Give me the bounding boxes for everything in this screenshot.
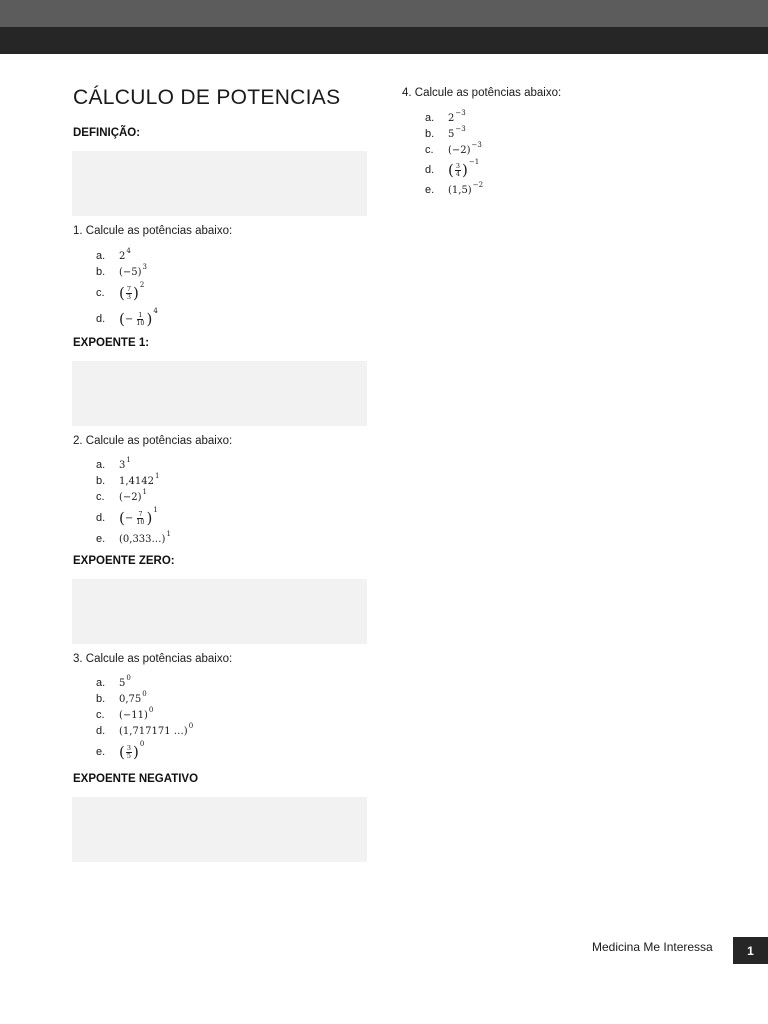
list-item: b. 0,75 $^0$ bbox=[96, 690, 147, 705]
list-item: d. ( − $\frac{7}{10}$ ) $^1$ bbox=[96, 506, 158, 527]
list-item: c. (−2) $^1$ bbox=[96, 488, 148, 503]
question-3-items bbox=[96, 675, 193, 765]
page-number: 1 bbox=[733, 937, 768, 964]
expression: 3 $^1$ bbox=[119, 456, 131, 471]
question-1-prompt: 1. Calcule as potências abaixo: bbox=[73, 225, 233, 237]
section-heading-expoente-zero: EXPOENTE ZERO: bbox=[73, 555, 175, 567]
expression: ( $\frac{7}{3}$ ) $^2$ bbox=[119, 281, 145, 302]
list-item: a. 2 $^4$ bbox=[96, 247, 131, 262]
question-2-prompt: 2. Calcule as potências abaixo: bbox=[73, 435, 233, 447]
list-item: d. ( $\frac{3}{4}$ ) $^{-1}$ bbox=[425, 158, 480, 179]
list-item: e. (0,333…) $^1$ bbox=[96, 530, 171, 545]
expression: (−2) $^1$ bbox=[119, 488, 148, 503]
list-item: c. (−2) $^{-3}$ bbox=[425, 141, 482, 156]
list-item: a. 3 $^1$ bbox=[96, 456, 131, 471]
list-item: a. 2 $^{-3}$ bbox=[425, 109, 466, 124]
section-heading-expoente-1: EXPOENTE 1: bbox=[73, 337, 150, 349]
expression: 2 $^4$ bbox=[119, 247, 131, 262]
expression: 0,75 $^0$ bbox=[119, 690, 147, 705]
list-item: e. (1,5) $^{-2}$ bbox=[425, 181, 484, 196]
footer-brand: Medicina Me Interessa bbox=[592, 940, 713, 954]
expression: 5 $^0$ bbox=[119, 674, 131, 689]
expression: 1,4142 $^1$ bbox=[119, 472, 160, 487]
expression: ( $\frac{3}{4}$ ) $^{-1}$ bbox=[448, 158, 480, 179]
question-2-items bbox=[96, 457, 171, 547]
expression: 2 $^{-3}$ bbox=[448, 109, 466, 124]
expression: (1,5) $^{-2}$ bbox=[448, 181, 484, 196]
list-item: b. 1,4142 $^1$ bbox=[96, 472, 160, 487]
expression: (0,333…) $^1$ bbox=[119, 530, 171, 545]
section-heading-expoente-negativo: EXPOENTE NEGATIVO bbox=[73, 773, 199, 785]
list-item: b. (−5) $^3$ bbox=[96, 263, 148, 278]
question-4-prompt: 4. Calcule as potências abaixo: bbox=[402, 87, 562, 99]
list-item: a. 5 $^0$ bbox=[96, 674, 131, 689]
answer-box-expoente-negativo[interactable] bbox=[72, 797, 367, 862]
list-item: d. (1,717171 …) $^0$ bbox=[96, 722, 194, 737]
expression: ( − $\frac{7}{10}$ ) $^1$ bbox=[119, 506, 158, 527]
answer-box-expoente-1[interactable] bbox=[72, 361, 367, 426]
list-item: b. 5 $^{-3}$ bbox=[425, 125, 466, 140]
header-top-bar bbox=[0, 0, 768, 27]
expression: (−11) $^0$ bbox=[119, 706, 154, 721]
header-dark-bar bbox=[0, 27, 768, 54]
section-heading-definicao: DEFINIÇÃO: bbox=[73, 127, 141, 139]
expression: ( $\frac{3}{5}$ ) $^0$ bbox=[119, 740, 145, 761]
list-item: c. (−11) $^0$ bbox=[96, 706, 154, 721]
list-item: c. ( $\frac{7}{3}$ ) $^2$ bbox=[96, 281, 145, 302]
expression: (−2) $^{-3}$ bbox=[448, 141, 482, 156]
question-3-prompt: 3. Calcule as potências abaixo: bbox=[73, 653, 233, 665]
expression: ( − $\frac{1}{10}$ ) $^4$ bbox=[119, 307, 158, 328]
expression: (1,717171 …) $^0$ bbox=[119, 722, 194, 737]
answer-box-expoente-zero[interactable] bbox=[72, 579, 367, 644]
page-title: CÁLCULO DE POTENCIAS bbox=[73, 86, 341, 109]
answer-box-definicao[interactable] bbox=[72, 151, 367, 216]
list-item: e. ( $\frac{3}{5}$ ) $^0$ bbox=[96, 740, 145, 761]
expression: 5 $^{-3}$ bbox=[448, 125, 466, 140]
list-item: d. ( − $\frac{1}{10}$ ) $^4$ bbox=[96, 307, 158, 328]
question-1-items bbox=[96, 248, 158, 332]
question-4-items bbox=[425, 110, 483, 198]
expression: (−5) $^3$ bbox=[119, 263, 148, 278]
